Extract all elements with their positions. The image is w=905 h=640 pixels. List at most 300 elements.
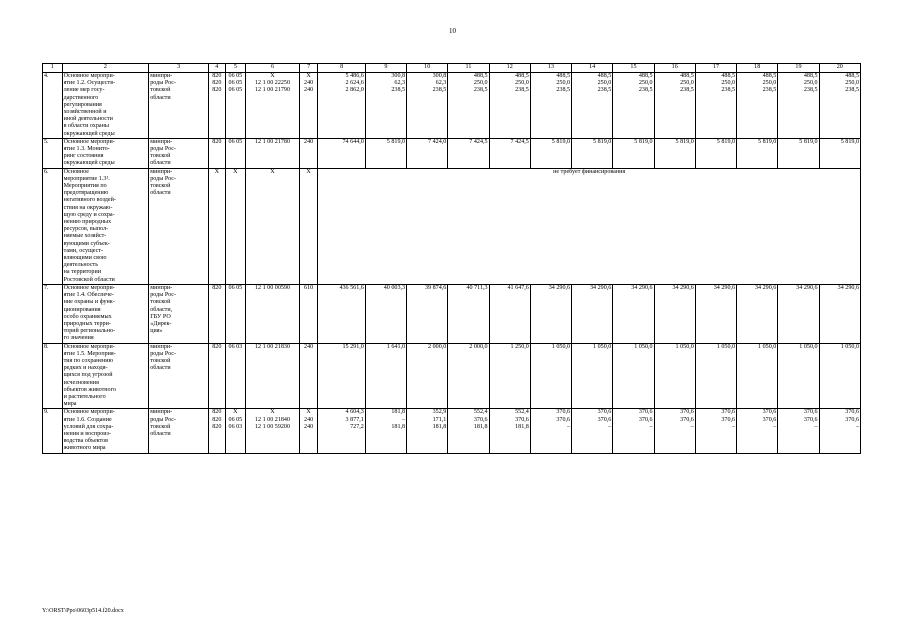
amount-value: 62,3 xyxy=(435,80,447,87)
code-vr xyxy=(299,284,318,343)
amount-value: 3 877,1 xyxy=(345,416,364,423)
code-csr-line: 12 1 00 21840 xyxy=(254,416,291,423)
amount-value: 1 050,0 xyxy=(634,343,653,350)
amount-value: 488,5 xyxy=(845,73,859,79)
amount-value: – xyxy=(855,423,859,430)
code-rzpr-line: 06 03 xyxy=(228,343,243,350)
amount-cell xyxy=(448,343,489,409)
code-rzpr xyxy=(225,343,246,409)
code-rzpr-line: 06 05 xyxy=(228,73,243,79)
amount-value: 1 050,0 xyxy=(758,343,777,350)
amount-value: 5 819,0 xyxy=(840,138,859,145)
activity-name-text: Основное меропри- ятие 1.6. Создание условий для сохра- нения и воспроиз- водства объектов животного мира xyxy=(63,409,115,452)
budget-table xyxy=(42,63,861,454)
amount-value: 181,8 xyxy=(473,423,488,430)
amount-cell xyxy=(365,343,406,409)
amount-value: 250,0 xyxy=(515,80,529,87)
table-row xyxy=(43,138,861,168)
amount-cell xyxy=(318,343,365,409)
amount-value: 370,6 xyxy=(597,416,612,423)
table-row xyxy=(43,168,861,284)
code-c4 xyxy=(209,168,226,284)
code-vr-line: 240 xyxy=(304,80,314,87)
amount-cell xyxy=(530,138,571,168)
activity-name xyxy=(62,284,149,343)
executor-text: минпри- роды Рос- товской области xyxy=(150,168,177,197)
amount-cell xyxy=(407,284,448,343)
amount-cell xyxy=(778,343,819,409)
code-vr-line: Х xyxy=(306,73,311,79)
amount-value: 488,5 xyxy=(515,73,529,79)
code-csr xyxy=(246,73,300,139)
amount-value: 238,5 xyxy=(803,87,818,94)
amount-cell xyxy=(778,73,819,139)
code-c6-text: Х xyxy=(270,168,275,175)
amount-cell xyxy=(365,284,406,343)
amount-value: 727,2 xyxy=(350,423,364,430)
row-number xyxy=(43,73,63,139)
code-grbs xyxy=(209,73,226,139)
row-number-text: 9. xyxy=(44,409,49,416)
amount-value: 238,5 xyxy=(845,87,859,94)
code-rzpr-line: 06 05 xyxy=(228,87,243,94)
code-rzpr-line: 06 05 xyxy=(228,138,243,145)
amount-value: 352,9 xyxy=(432,409,447,416)
code-csr xyxy=(246,409,300,453)
header-cell: 17 xyxy=(695,64,736,73)
amount-cell xyxy=(572,343,613,409)
amount-value: 1 050,0 xyxy=(840,343,859,350)
executor-text: минпри- роды Рос- товской области xyxy=(150,409,177,437)
amount-value: 5 819,0 xyxy=(386,138,406,145)
amount-cell xyxy=(489,409,530,453)
amount-value: 5 819,0 xyxy=(675,138,694,145)
amount-value: 250,0 xyxy=(638,80,653,87)
amount-cell xyxy=(613,138,654,168)
amount-value: 7 424,0 xyxy=(428,138,447,145)
header-cell: 20 xyxy=(819,64,860,73)
amount-cell xyxy=(407,409,448,453)
amount-value: 238,5 xyxy=(391,87,406,94)
amount-value: 552,4 xyxy=(473,409,488,416)
amount-cell xyxy=(819,138,860,168)
activity-name xyxy=(62,409,149,453)
amount-value: 238,5 xyxy=(432,87,447,94)
amount-value: 5 819,0 xyxy=(634,138,653,145)
amount-value: 488,5 xyxy=(721,73,736,79)
amount-cell xyxy=(778,409,819,453)
amount-value: – xyxy=(814,423,818,430)
amount-value: 552,4 xyxy=(515,409,529,416)
amount-value: 5 819,0 xyxy=(551,138,571,145)
amount-value: 34 290,6 xyxy=(548,284,571,291)
amount-value: 370,6 xyxy=(762,416,777,423)
amount-value: – xyxy=(773,423,777,430)
amount-value: 370,6 xyxy=(556,409,571,416)
amount-value: 370,6 xyxy=(721,409,736,416)
amount-value: 488,5 xyxy=(556,73,571,79)
amount-value: 34 290,6 xyxy=(672,284,694,291)
amount-value: 370,6 xyxy=(680,416,694,423)
amount-value: 2 862,0 xyxy=(345,87,364,94)
amount-value: 1 050,0 xyxy=(716,343,736,350)
code-rzpr-line: 06 05 xyxy=(228,80,243,87)
code-grbs xyxy=(209,409,226,453)
activity-name-text: Основное мероприятие 1.3¹. Мероприятия по предотвращению негативного воздей- ствия на окружаю- щую среду и сохра- нению природных ресурсов, выпол- няемые хозяйст- вующими субъек- тами, осущест- вляющими свою деятельность на территории Ростовской области xyxy=(63,168,116,283)
code-vr-line: 240 xyxy=(304,343,314,350)
activity-name xyxy=(62,343,149,409)
amount-cell xyxy=(695,284,736,343)
code-vr-line: 240 xyxy=(304,423,314,430)
code-csr xyxy=(246,343,300,409)
amount-cell xyxy=(778,138,819,168)
amount-cell xyxy=(737,284,778,343)
amount-value: 250,0 xyxy=(680,80,694,87)
amount-value: 2 000,0 xyxy=(469,343,488,350)
amount-value: 5 819,0 xyxy=(716,138,736,145)
amount-value: 370,6 xyxy=(473,416,488,423)
code-csr xyxy=(246,138,300,168)
table-row xyxy=(43,284,861,343)
amount-cell xyxy=(695,138,736,168)
activity-name xyxy=(62,138,149,168)
amount-cell xyxy=(654,343,695,409)
code-csr-line: Х xyxy=(270,73,275,79)
amount-value: 1 050,0 xyxy=(799,343,818,350)
amount-cell xyxy=(365,409,406,453)
amount-value: 7 424,5 xyxy=(469,138,488,145)
amount-value: 300,8 xyxy=(391,73,406,79)
amount-cell xyxy=(489,343,530,409)
header-cell: 11 xyxy=(448,64,489,73)
amount-cell xyxy=(654,409,695,453)
header-cell: 7 xyxy=(299,64,318,73)
table-row xyxy=(43,73,861,139)
amount-value: 250,0 xyxy=(803,80,818,87)
executor xyxy=(149,284,209,343)
amount-cell xyxy=(737,138,778,168)
amount-value: 5 486,6 xyxy=(345,73,364,79)
code-grbs-line: 820 xyxy=(212,73,222,79)
header-cell: 13 xyxy=(530,64,571,73)
amount-value: 238,5 xyxy=(721,87,736,94)
amount-value: – xyxy=(608,423,612,430)
header-cell: 2 xyxy=(62,64,149,73)
amount-value: 39 874,6 xyxy=(424,284,447,291)
amount-cell xyxy=(530,284,571,343)
amount-cell xyxy=(572,284,613,343)
code-grbs-line: 820 xyxy=(212,343,222,350)
row-number xyxy=(43,138,63,168)
amount-value: 41 647,6 xyxy=(507,284,529,291)
activity-name xyxy=(62,168,149,284)
code-vr-line: 610 xyxy=(304,284,314,291)
amount-value: 250,0 xyxy=(845,80,859,87)
amount-value: 250,0 xyxy=(473,80,488,87)
header-cell: 6 xyxy=(246,64,300,73)
amount-value: 238,5 xyxy=(638,87,653,94)
amount-cell xyxy=(613,284,654,343)
executor-text: минпри- роды Рос- товской области, ГБУ РО «Дирек- ция» xyxy=(150,284,177,335)
amount-cell xyxy=(407,343,448,409)
activity-name-text: Основное меропри- ятие 1.2. Осуществ- ление мер госу- дарственного регулирования хозяйственной и иной деятельности в области охраны окружающей среды xyxy=(63,73,116,137)
amount-value: 34 290,6 xyxy=(754,284,777,291)
code-grbs-line: 820 xyxy=(212,409,222,416)
amount-value: 488,5 xyxy=(597,73,612,79)
amount-value: 488,5 xyxy=(638,73,653,79)
amount-cell xyxy=(407,138,448,168)
amount-cell xyxy=(613,343,654,409)
header-cell: 12 xyxy=(489,64,530,73)
amount-value: 171,1 xyxy=(432,416,447,423)
amount-value: 5 819,0 xyxy=(758,138,777,145)
code-grbs xyxy=(209,343,226,409)
amount-cell xyxy=(318,138,365,168)
row-number-text: 4. xyxy=(44,73,49,79)
amount-cell xyxy=(737,343,778,409)
table-row xyxy=(43,343,861,409)
code-vr xyxy=(299,409,318,453)
code-c4-text: Х xyxy=(214,168,220,175)
amount-value: 370,6 xyxy=(721,416,736,423)
amount-cell xyxy=(819,284,860,343)
amount-cell xyxy=(318,409,365,453)
amount-value: – xyxy=(690,423,694,430)
amount-value: 370,6 xyxy=(556,416,571,423)
code-csr-line: 12 1 00 22250 xyxy=(254,80,291,87)
amount-value: 34 290,6 xyxy=(713,284,736,291)
amount-value: 5 819,0 xyxy=(799,138,818,145)
header-cell: 18 xyxy=(737,64,778,73)
header-cell: 8 xyxy=(318,64,365,73)
executor xyxy=(149,343,209,409)
header-cell: 5 xyxy=(225,64,246,73)
code-csr-line: 12 1 00 21780 xyxy=(254,138,291,145)
header-row xyxy=(43,64,861,73)
amount-cell xyxy=(654,138,695,168)
amount-cell xyxy=(654,284,695,343)
code-rzpr xyxy=(225,73,246,139)
code-rzpr-line: 06 03 xyxy=(228,423,243,430)
code-csr xyxy=(246,284,300,343)
amount-value: 370,6 xyxy=(803,416,818,423)
executor-text: минпри- роды Рос- товской области xyxy=(150,343,177,372)
code-vr-line: 240 xyxy=(304,87,314,94)
amount-value: 370,6 xyxy=(638,416,653,423)
financing-note xyxy=(318,168,861,284)
amount-value: 370,6 xyxy=(680,409,694,416)
amount-value: 370,6 xyxy=(845,409,859,416)
code-grbs-line: 820 xyxy=(212,138,222,145)
code-rzpr xyxy=(225,409,246,453)
amount-cell xyxy=(530,409,571,453)
header-cell: 1 xyxy=(43,64,63,73)
header-cell: 16 xyxy=(654,64,695,73)
amount-cell xyxy=(737,409,778,453)
amount-value: 370,6 xyxy=(597,409,612,416)
code-rzpr-line: 06 05 xyxy=(228,416,243,423)
amount-cell xyxy=(572,409,613,453)
amount-value: 238,5 xyxy=(762,87,777,94)
code-grbs-line: 820 xyxy=(212,423,222,430)
amount-value: 1 641,0 xyxy=(386,343,406,350)
amount-cell xyxy=(530,343,571,409)
row-number-text: 7. xyxy=(44,284,49,291)
amount-value: 488,5 xyxy=(680,73,694,79)
amount-value: – xyxy=(732,423,736,430)
amount-value: 250,0 xyxy=(556,80,571,87)
amount-cell xyxy=(489,284,530,343)
table-row xyxy=(43,409,861,453)
amount-value: 250,0 xyxy=(762,80,777,87)
amount-cell xyxy=(695,343,736,409)
code-grbs-line: 820 xyxy=(212,416,222,423)
header-cell: 3 xyxy=(149,64,209,73)
amount-cell xyxy=(489,138,530,168)
row-number xyxy=(43,409,63,453)
code-c5-text: Х xyxy=(233,168,238,175)
amount-cell xyxy=(654,73,695,139)
code-csr-line: 12 1 00 59200 xyxy=(254,423,291,430)
header-cell: 15 xyxy=(613,64,654,73)
page-number: 10 xyxy=(449,27,456,35)
activity-name-text: Основное меропри- ятие 1.5. Мероприя- тия по сохранению редких и находя- щихся под угрозой исчезновения объектов животного и растительного мира xyxy=(63,343,116,408)
code-rzpr xyxy=(225,284,246,343)
amount-value: 4 604,3 xyxy=(345,409,364,416)
code-vr xyxy=(299,343,318,409)
code-vr xyxy=(299,138,318,168)
amount-cell xyxy=(448,409,489,453)
code-c5 xyxy=(225,168,246,284)
amount-cell xyxy=(572,138,613,168)
amount-value: 62,3 xyxy=(394,80,406,87)
amount-cell xyxy=(613,73,654,139)
amount-cell xyxy=(448,284,489,343)
amount-cell xyxy=(365,73,406,139)
amount-value: – xyxy=(402,416,406,423)
amount-cell xyxy=(695,73,736,139)
amount-cell xyxy=(613,409,654,453)
amount-cell xyxy=(819,343,860,409)
code-rzpr-line: 06 05 xyxy=(228,284,243,291)
code-grbs xyxy=(209,138,226,168)
amount-value: – xyxy=(567,423,571,430)
header-cell: 19 xyxy=(778,64,819,73)
code-grbs-line: 820 xyxy=(212,80,222,87)
row-number xyxy=(43,168,63,284)
amount-value: 34 290,6 xyxy=(589,284,612,291)
amount-value: 370,6 xyxy=(762,409,777,416)
amount-value: 370,6 xyxy=(638,409,653,416)
amount-value: 34 290,6 xyxy=(837,284,859,291)
amount-value: 40 003,3 xyxy=(383,284,406,291)
row-number-text: 5. xyxy=(44,138,49,145)
amount-value: 238,5 xyxy=(597,87,612,94)
amount-cell xyxy=(819,409,860,453)
amount-value: 370,6 xyxy=(803,409,818,416)
row-number-text: 6. xyxy=(44,168,49,175)
amount-cell xyxy=(318,284,365,343)
amount-cell xyxy=(695,409,736,453)
amount-cell xyxy=(778,284,819,343)
amount-value: 5 819,0 xyxy=(593,138,612,145)
amount-value: 488,5 xyxy=(803,73,818,79)
code-csr-line: Х xyxy=(270,409,275,416)
code-rzpr xyxy=(225,138,246,168)
code-vr-line: 240 xyxy=(304,138,314,145)
code-grbs-line: 820 xyxy=(212,87,222,94)
header-cell: 4 xyxy=(209,64,226,73)
code-csr-line: 12 1 00 00590 xyxy=(254,284,291,291)
amount-value: 370,6 xyxy=(515,416,529,423)
amount-value: 1 250,0 xyxy=(510,343,529,350)
code-rzpr-line: Х xyxy=(233,409,238,416)
financing-note-text: не требует финансирования xyxy=(553,168,626,175)
executor xyxy=(149,138,209,168)
row-number xyxy=(43,284,63,343)
amount-cell xyxy=(448,138,489,168)
amount-cell xyxy=(530,73,571,139)
amount-value: 1 050,0 xyxy=(551,343,571,350)
activity-name-text: Основное меропри- ятие 1.4. Обеспече- ние охраны и функ- ционирования особо охраняемых природных терри- торий регионально- го значения xyxy=(63,284,116,342)
code-c6 xyxy=(246,168,300,284)
amount-value: 250,0 xyxy=(597,80,612,87)
executor-text: минпри- роды Рос- товской области xyxy=(150,73,177,101)
amount-value: 181,8 xyxy=(391,409,406,416)
executor-text: минпри- роды Рос- товской области xyxy=(150,138,177,167)
footer-file-path: Y:\ORST\Ppo\0603p514.f20.docx xyxy=(42,608,124,614)
executor xyxy=(149,73,209,139)
amount-value: 488,5 xyxy=(762,73,777,79)
amount-value: 7 424,5 xyxy=(510,138,529,145)
amount-cell xyxy=(737,73,778,139)
amount-cell xyxy=(407,73,448,139)
amount-value: – xyxy=(649,423,653,430)
executor xyxy=(149,409,209,453)
amount-value: 181,8 xyxy=(515,423,529,430)
executor xyxy=(149,168,209,284)
amount-cell xyxy=(365,138,406,168)
code-c7-text: Х xyxy=(306,168,311,175)
amount-cell xyxy=(572,73,613,139)
header-cell: 9 xyxy=(365,64,406,73)
amount-cell xyxy=(489,73,530,139)
amount-value: 2 000,0 xyxy=(428,343,447,350)
activity-name xyxy=(62,73,149,139)
amount-value: 238,5 xyxy=(473,87,488,94)
code-c7 xyxy=(299,168,318,284)
amount-value: 250,0 xyxy=(721,80,736,87)
amount-value: 1 050,0 xyxy=(675,343,694,350)
code-vr-line: 240 xyxy=(304,416,314,423)
amount-value: 40 711,3 xyxy=(466,284,488,291)
amount-cell xyxy=(448,73,489,139)
amount-value: 436 561,6 xyxy=(339,284,364,291)
row-number xyxy=(43,343,63,409)
amount-value: 238,5 xyxy=(680,87,694,94)
amount-value: 238,5 xyxy=(515,87,529,94)
amount-cell xyxy=(819,73,860,139)
amount-value: 34 290,6 xyxy=(796,284,818,291)
amount-value: 238,5 xyxy=(556,87,571,94)
amount-value: 300,8 xyxy=(432,73,447,79)
amount-value: 370,6 xyxy=(845,416,859,423)
amount-value: 181,8 xyxy=(391,423,406,430)
code-csr-line: 12 1 00 21790 xyxy=(254,87,291,94)
amount-value: 15 291,0 xyxy=(342,343,364,350)
amount-value: 488,5 xyxy=(473,73,488,79)
header-cell: 10 xyxy=(407,64,448,73)
